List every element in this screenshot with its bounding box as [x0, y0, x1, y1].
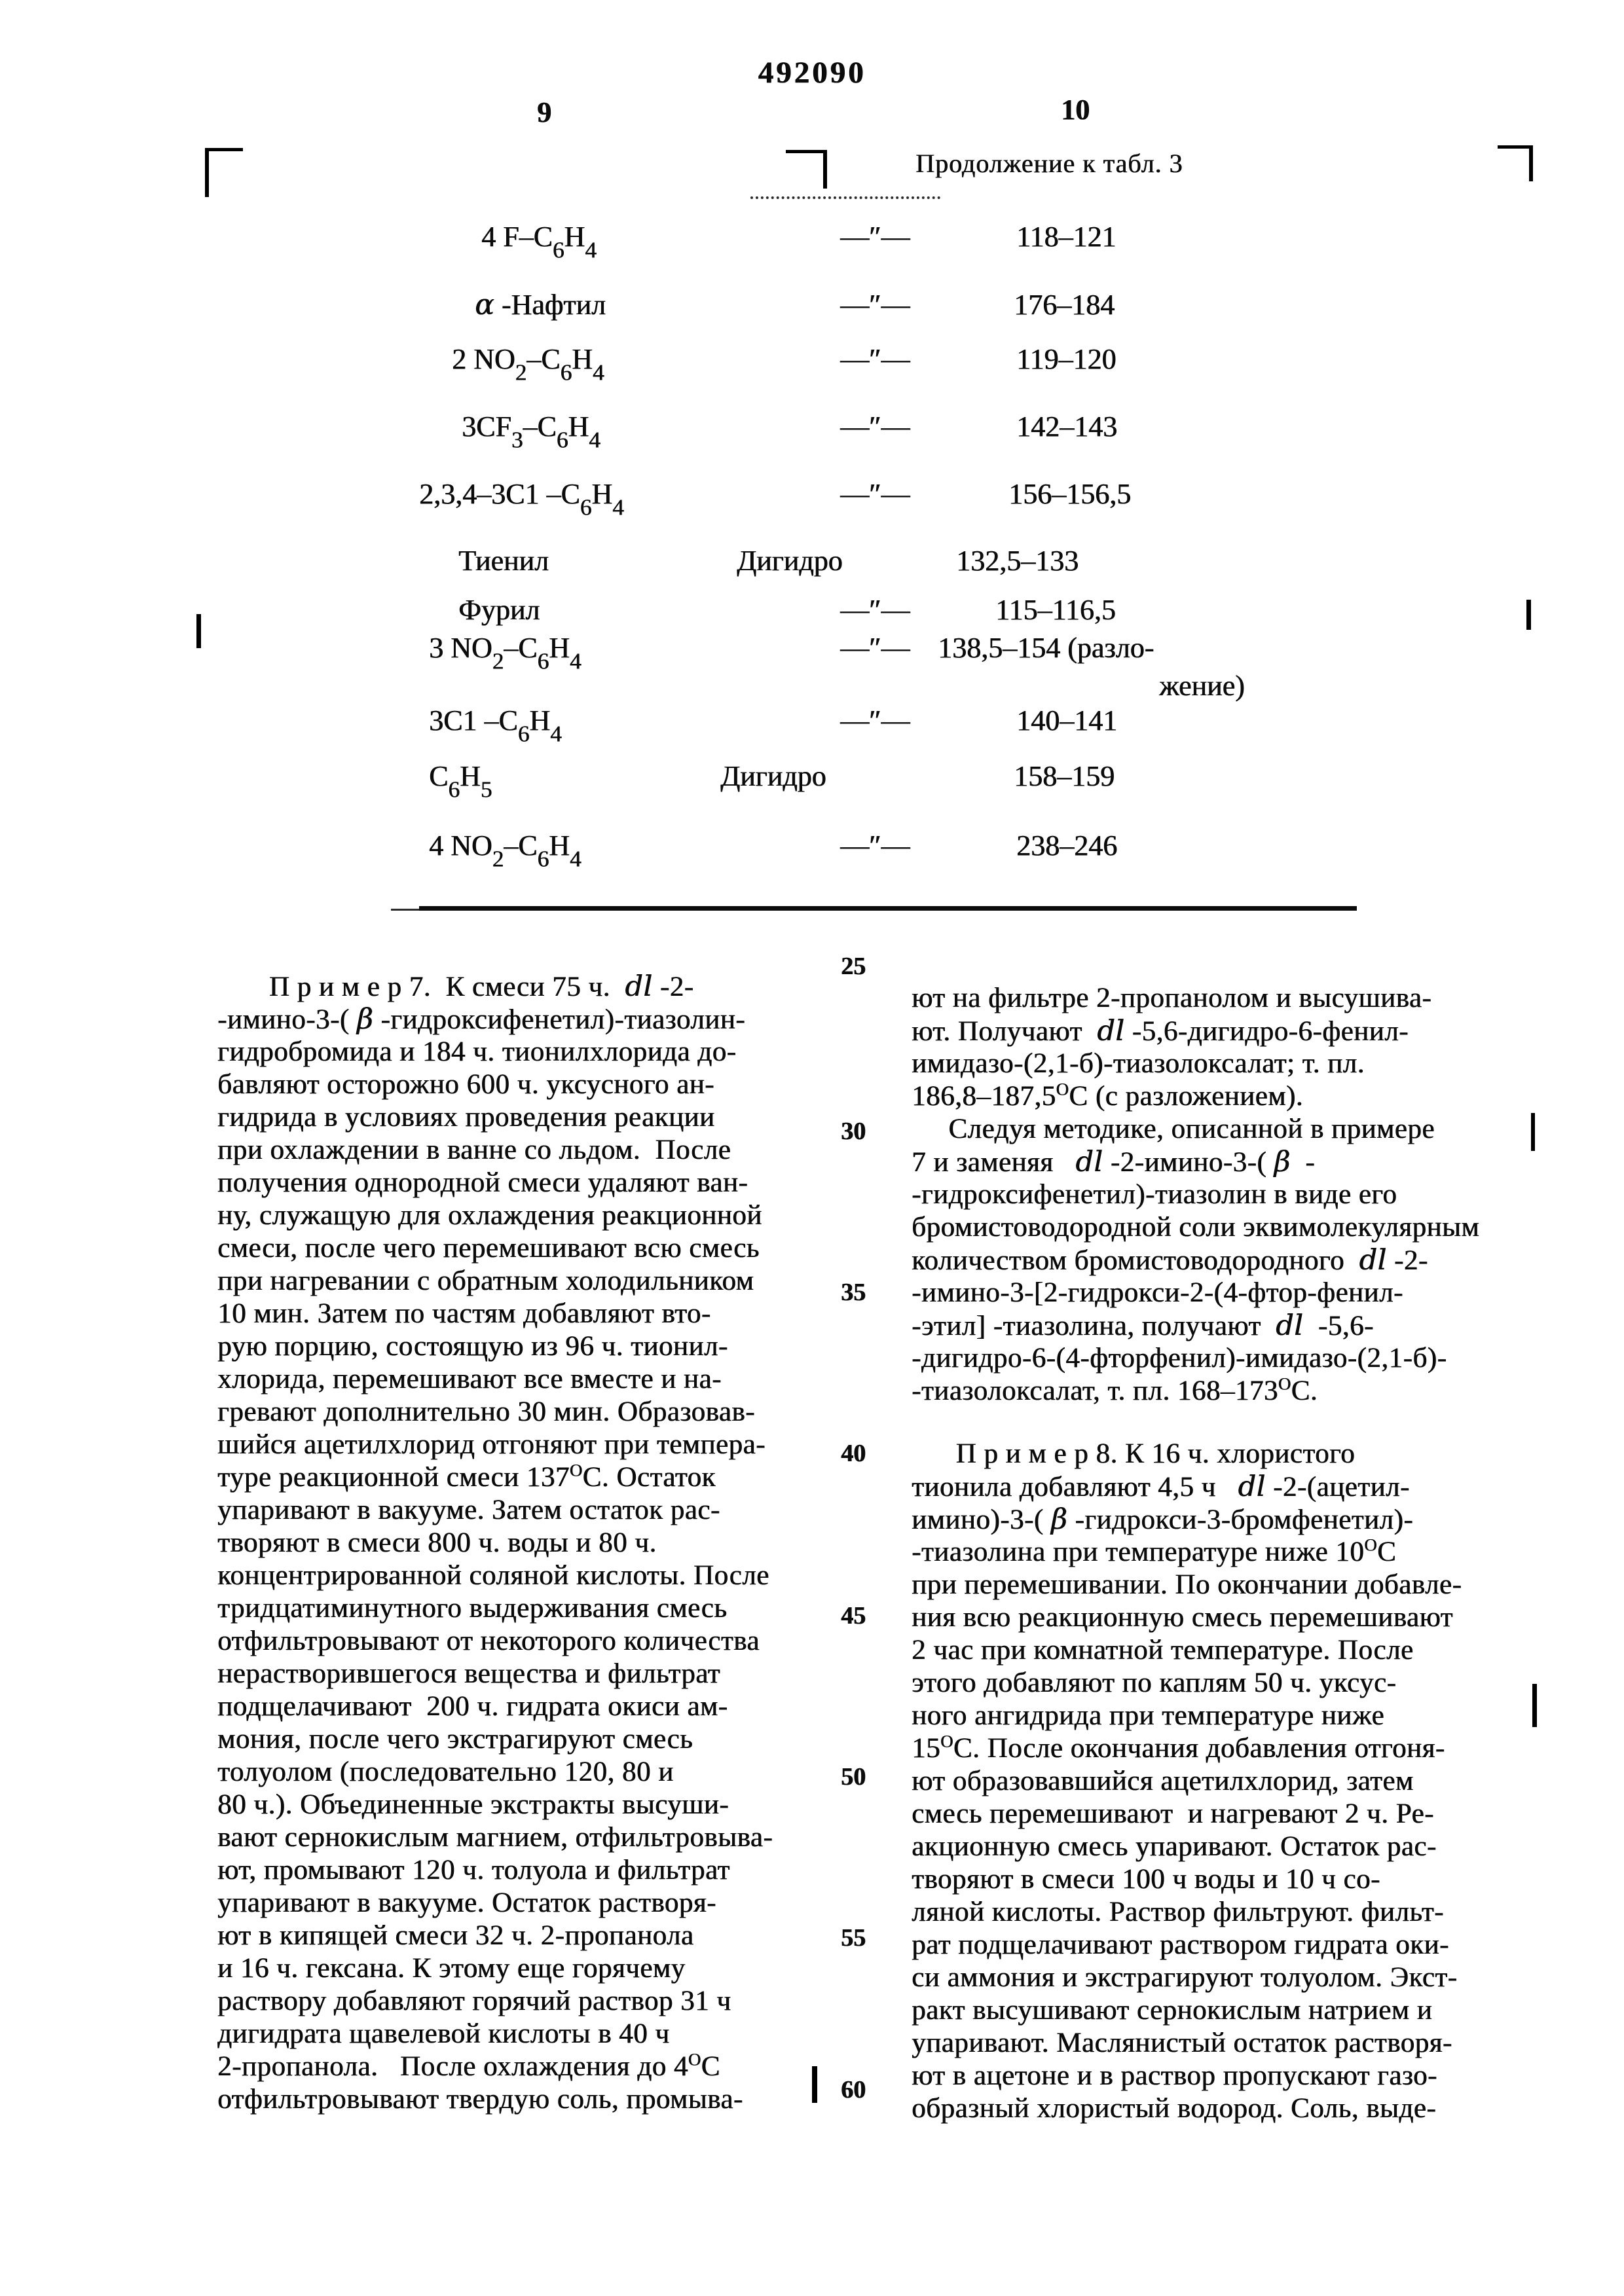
- text-line: си аммония и экстрагируют толуолом. Экст-: [912, 1962, 1458, 1993]
- text-line: 7 и заменяя dl -2-имино-3-( β -: [912, 1146, 1316, 1178]
- margin-tick-left: [196, 614, 201, 648]
- table-continuation-caption: Продолжение к табл. 3: [915, 149, 1183, 178]
- ditto-mark: —″—: [840, 594, 910, 626]
- page-number-left-column: 9: [537, 96, 551, 128]
- text-line: вают сернокислым магнием, отфильтровыва-: [217, 1822, 773, 1853]
- line-number-45: 45: [841, 1602, 866, 1630]
- text-line: и 16 ч. гексана. К этому еще горячему: [217, 1953, 686, 1984]
- line-number-60: 60: [841, 2076, 866, 2104]
- registration-corner-top-right: [1498, 145, 1533, 181]
- hydro-type: Дигидро: [737, 545, 843, 577]
- text-line: 2-пропанола. После охлаждения до $4^ОС$: [217, 2049, 720, 2082]
- page-number-right-column: 10: [1061, 94, 1090, 126]
- substituent-formula: 2 $NO_2-C_6H_4$: [452, 343, 604, 386]
- text-line: ют. Получают dl -5,6-дигидро-6-фенил-: [912, 1015, 1409, 1048]
- ditto-mark: —″—: [840, 829, 910, 862]
- melting-point: 156–156,5: [1008, 478, 1131, 510]
- ditto-mark: —″—: [840, 343, 910, 375]
- text-line: отфильтровывают от некоторого количества: [217, 1626, 760, 1656]
- melting-point: 176–184: [1014, 289, 1115, 321]
- text-line: ют в кипящей смеси 32 ч. 2-пропанола: [217, 1920, 694, 1951]
- text-line: ния всю реакционную смесь перемешивают: [912, 1602, 1453, 1633]
- text-line: рую порцию, состоящую из 96 ч. тионил-: [217, 1331, 728, 1362]
- text-line: бромистоводородной соли эквимолекулярным: [912, 1212, 1479, 1243]
- text-line: туре реакционной смеси $137^ОС$. Остаток: [217, 1460, 716, 1493]
- text-line: ют на фильтре 2-пропанолом и высушива-: [912, 983, 1432, 1013]
- text-line: ну, служащую для охлаждения реакционной: [217, 1200, 762, 1231]
- text-line: при перемешивании. По окончании добавле-: [912, 1569, 1462, 1600]
- ditto-mark: —″—: [840, 478, 910, 510]
- melting-point: 118–121: [1016, 221, 1116, 253]
- text-line: ракт высушивают сернокислым натрием и: [912, 1995, 1433, 2026]
- text-line: при охлаждении в ванне со льдом. После: [217, 1135, 731, 1165]
- hydro-type: Дигидро: [720, 760, 826, 792]
- text-line: мония, после чего экстрагируют смесь: [217, 1724, 693, 1755]
- text-line: рат подщелачивают раствором гидрата оки-: [912, 1929, 1449, 1960]
- text-line: упаривают в вакууме. Остаток растворя-: [217, 1887, 716, 1918]
- text-line: дигидрата щавелевой кислоты в 40 ч: [217, 2018, 670, 2049]
- melting-point: 142–143: [1016, 410, 1117, 443]
- text-line: имино)-3-( β -гидрокси-3-бромфенетил)-: [912, 1503, 1414, 1536]
- substituent-formula: Тиенил: [458, 545, 549, 577]
- text-line: Следуя методике, описанной в примере: [912, 1114, 1435, 1144]
- substituent-formula: 4 $F-C_6H_4$: [481, 221, 597, 263]
- melting-point: 140–141: [1016, 704, 1117, 737]
- text-line: концентрированной соляной кислоты. После: [217, 1560, 769, 1591]
- text-line: -этил] -тиазолина, получают dl -5,6-: [912, 1309, 1374, 1342]
- melting-point: 119–120: [1016, 343, 1116, 375]
- text-line: нерастворившегося вещества и фильтрат: [217, 1658, 720, 1689]
- line-number-30: 30: [841, 1118, 866, 1145]
- text-line: при нагревании с обратным холодильником: [217, 1266, 754, 1296]
- text-line: упаривают в вакууме. Затем остаток рас-: [217, 1495, 720, 1525]
- melting-point: 132,5–133: [956, 545, 1079, 577]
- line-number-35: 35: [841, 1279, 866, 1306]
- text-line: -дигидро-6-(4-фторфенил)-имидазо-(2,1-б)-: [912, 1343, 1447, 1374]
- text-line: смеси, после чего перемешивают всю смесь: [217, 1233, 760, 1264]
- text-line: -гидроксифенетил)-тиазолин в виде его: [912, 1179, 1397, 1210]
- text-line: образный хлористый водород. Соль, выде-: [912, 2093, 1437, 2124]
- text-line: ют в ацетоне и в раствор пропускают газо-: [912, 2060, 1437, 2091]
- text-line: этого добавляют по каплям 50 ч. уксус-: [912, 1667, 1397, 1698]
- text-line: ного ангидрида при температуре ниже: [912, 1700, 1384, 1731]
- text-line: $15^ОС$. После окончания добавления отгоня-: [912, 1731, 1445, 1764]
- text-line: творяют в смеси 800 ч. воды и 80 ч.: [217, 1527, 657, 1558]
- line-number-55: 55: [841, 1924, 866, 1952]
- ditto-mark: —″—: [840, 410, 910, 443]
- text-line: ют, промывают 120 ч. толуола и фильтрат: [217, 1855, 730, 1886]
- registration-corner-column-divider: [786, 150, 827, 189]
- text-line: раствору добавляют горячий раствор 31 ч: [217, 1986, 731, 2016]
- substituent-formula: $C_6H_5$: [429, 760, 492, 803]
- ditto-mark: —″—: [840, 704, 910, 737]
- substituent-formula: α -Нафтил: [475, 288, 606, 321]
- ditto-mark: —″—: [840, 289, 910, 321]
- text-line: ляной кислоты. Раствор фильтруют. фильт-: [912, 1897, 1444, 1927]
- text-line: смесь перемешивают и нагревают 2 ч. Ре-: [912, 1798, 1434, 1829]
- text-line: П р и м е р 7. К смеси 75 ч. dl -2-: [217, 970, 694, 1003]
- line-number-25: 25: [841, 953, 866, 980]
- text-line: бавляют осторожно 600 ч. уксусного ан-: [217, 1069, 714, 1100]
- text-line: отфильтровывают твердую соль, промыва-: [217, 2084, 743, 2115]
- text-line: -тиазолоксалат, т. пл. $168-173^ОС$.: [912, 1374, 1318, 1406]
- registration-corner-top-left: [205, 148, 243, 197]
- text-line: гревают дополнительно 30 мин. Образовав-: [217, 1396, 755, 1427]
- ditto-mark: —″—: [840, 221, 910, 253]
- melting-point: 138,5–154 (разло-: [938, 632, 1154, 664]
- substituent-formula: 3 $NO_2-C_6H_4$: [429, 632, 581, 674]
- text-column-right: [912, 982, 1540, 2125]
- text-line: 80 ч.). Объединенные экстракты высуши-: [217, 1789, 729, 1820]
- text-line: тридцатиминутного выдерживания смесь: [217, 1593, 728, 1624]
- text-line: гидрида в условиях проведения реакции: [217, 1102, 715, 1133]
- text-line: 10 мин. Затем по частям добавляют вто-: [217, 1298, 711, 1329]
- text-line: 2 час при комнатной температуре. После: [912, 1635, 1414, 1666]
- ditto-mark: —″—: [840, 632, 910, 664]
- text-line: шийся ацетилхлорид отгоняют при темпера-: [217, 1429, 766, 1460]
- caption-underline: [750, 196, 940, 199]
- margin-tick-right-upper: [1526, 600, 1531, 630]
- text-line: -имино-3-( β -гидроксифенетил)-тиазолин-: [217, 1003, 745, 1036]
- text-column-left: [217, 970, 833, 2116]
- substituent-formula: 4 $NO_2-C_6H_4$: [429, 829, 581, 872]
- text-line: хлорида, перемешивают все вместе и на-: [217, 1364, 722, 1394]
- text-line: толуолом (последовательно 120, 80 и: [217, 1757, 674, 1787]
- text-line: -тиазолина при температуре ниже $10^ОС$: [912, 1535, 1397, 1567]
- line-number-40: 40: [841, 1440, 866, 1467]
- text-line: тионила добавляют 4,5 ч dl -2-(ацетил-: [912, 1470, 1410, 1503]
- text-line: акционную смесь упаривают. Остаток рас-: [912, 1831, 1437, 1862]
- text-line: подщелачивают 200 ч. гидрата окиси ам-: [217, 1691, 728, 1722]
- text-line: ют образовавшийся ацетилхлорид, затем: [912, 1766, 1414, 1796]
- substituent-formula: 3C1 $-C_6H_4$: [429, 704, 562, 747]
- substituent-formula: $3CF_3-C_6H_4$: [462, 410, 600, 453]
- melting-point-continuation: жение): [1159, 670, 1245, 702]
- text-line: творяют в смеси 100 ч воды и 10 ч со-: [912, 1864, 1380, 1895]
- text-line: количеством бромистоводородного dl -2-: [912, 1244, 1428, 1277]
- patent-number: 492090: [758, 56, 866, 90]
- text-line: упаривают. Маслянистый остаток растворя-: [912, 2028, 1452, 2058]
- melting-point: 115–116,5: [995, 594, 1116, 626]
- substituent-formula: Фурил: [458, 594, 540, 626]
- substituent-formula: 2,3,4–3C1 $-C_6H_4$: [419, 478, 624, 520]
- text-line: П р и м е р 8. К 16 ч. хлористого: [912, 1438, 1356, 1469]
- text-line: имидазо-(2,1-б)-тиазолоксалат; т. пл.: [912, 1048, 1365, 1079]
- text-line: $186,8-187,5^ОС$ (с разложением).: [912, 1079, 1303, 1112]
- line-number-50: 50: [841, 1763, 866, 1791]
- melting-point: 158–159: [1014, 760, 1115, 792]
- table-bottom-rule: [419, 906, 1357, 911]
- text-line: получения однородной смеси удаляют ван-: [217, 1167, 748, 1198]
- melting-point: 238–246: [1016, 829, 1117, 862]
- text-line: -имино-3-[2-гидрокси-2-(4-фтор-фенил-: [912, 1277, 1403, 1308]
- text-line: гидробромида и 184 ч. тионилхлорида до-: [217, 1036, 737, 1067]
